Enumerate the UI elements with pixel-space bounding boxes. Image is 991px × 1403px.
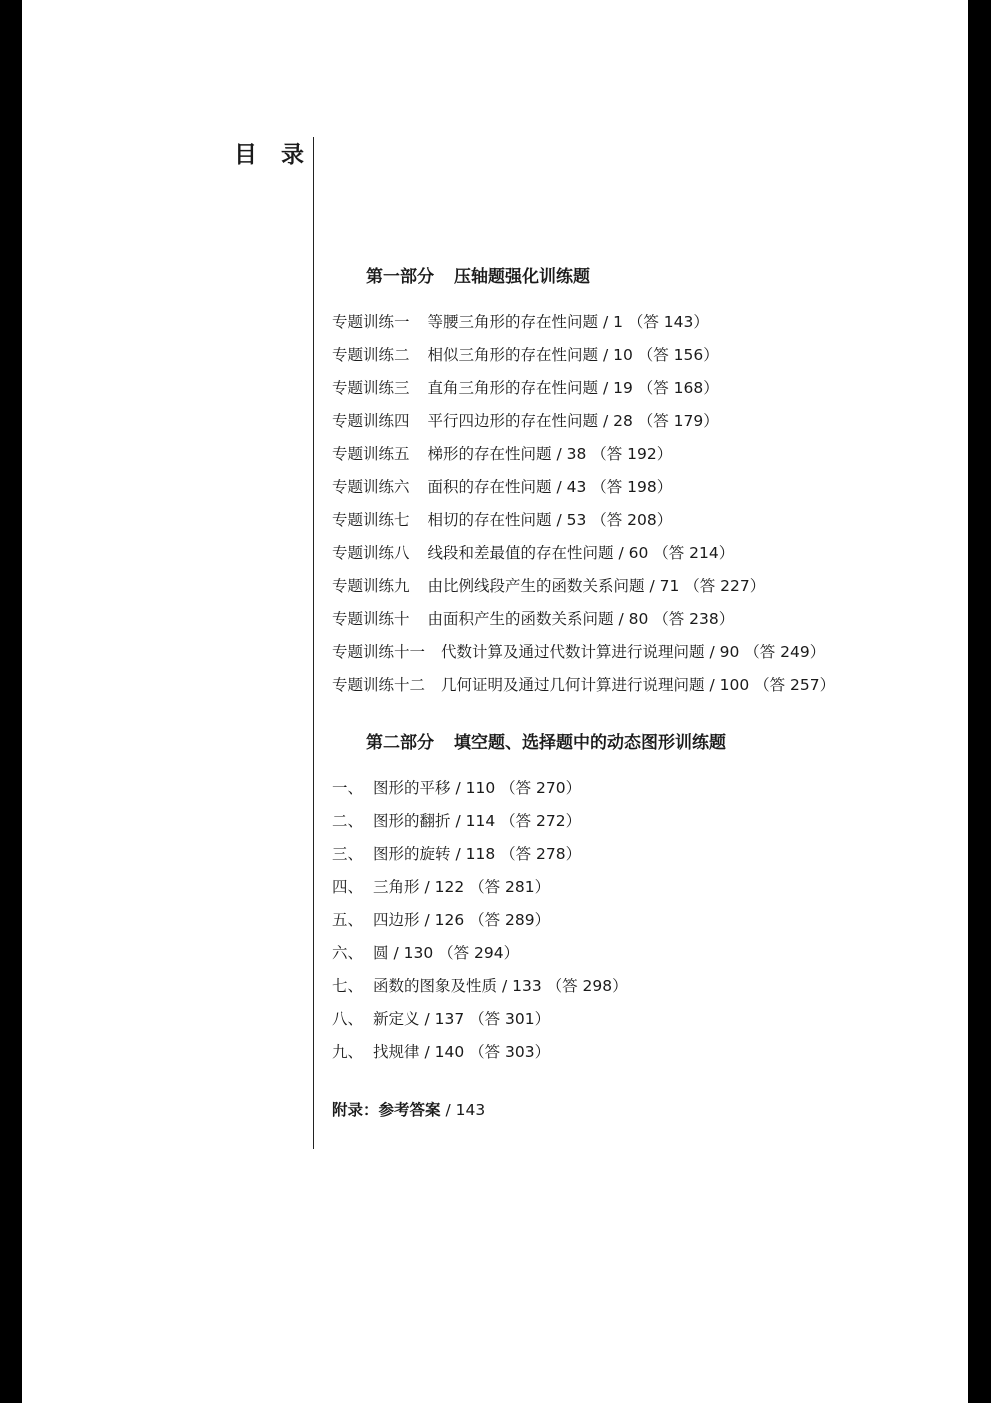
toc-entry[interactable] [332,943,519,963]
toc-entry[interactable] [332,877,550,897]
toc-entry[interactable] [332,642,825,662]
toc-entry-label: 专题训练七 [332,511,410,529]
toc-entry[interactable] [332,576,765,596]
toc-entry-title: 线段和差最值的存在性问题 / 60 （答 214） [427,544,735,562]
toc-entry[interactable] [332,811,581,831]
toc-entry[interactable] [332,1009,550,1029]
scan-border-left [0,0,22,1403]
toc-entry-title: 由比例线段产生的函数关系问题 / 71 （答 227） [427,577,766,595]
toc-entry-title: 梯形的存在性问题 / 38 （答 192） [427,445,673,463]
part-1-name: 压轴题强化训练题 [454,267,590,287]
toc-entry-label: 专题训练八 [332,544,410,562]
toc-entry-label: 专题训练三 [332,379,410,397]
toc-entry-title: 相似三角形的存在性问题 / 10 （答 156） [427,346,719,364]
toc-entry-label: 专题训练六 [332,478,410,496]
toc-entry-label: 专题训练一 [332,313,410,331]
toc-entry-title: 由面积产生的函数关系问题 / 80 （答 238） [427,610,735,628]
toc-entry[interactable] [332,510,672,530]
toc-entry-label: 二、 [332,812,364,830]
vertical-divider [313,137,314,1149]
toc-entry-label: 七、 [332,977,364,995]
toc-entry[interactable] [332,411,719,431]
toc-entry-label: 四、 [332,878,364,896]
toc-entry[interactable] [332,609,734,629]
part-2-label: 第二部分 [366,733,434,753]
toc-entry-title: 直角三角形的存在性问题 / 19 （答 168） [427,379,719,397]
appendix-label: 附录：参考答案 [332,1101,441,1119]
part-1-label: 第一部分 [366,267,434,287]
toc-entry-title: 图形的翻折 / 114 （答 272） [373,812,582,830]
page-title [234,136,307,169]
toc-entry-label: 五、 [332,911,364,929]
toc-entry-title: 图形的旋转 / 118 （答 278） [373,845,582,863]
toc-entry-title: 三角形 / 122 （答 281） [373,878,551,896]
toc-entry[interactable] [332,844,581,864]
part-2-heading [366,728,726,753]
page-title-char-1: 目 [234,142,257,168]
toc-entry[interactable] [332,312,709,332]
toc-entry-title: 图形的平移 / 110 （答 270） [373,779,582,797]
toc-entry-title: 等腰三角形的存在性问题 / 1 （答 143） [427,313,709,331]
page-title-char-2: 录 [281,142,304,168]
appendix-page: / 143 [440,1101,486,1119]
part-2-name: 填空题、选择题中的动态图形训练题 [454,733,726,753]
toc-entry[interactable] [332,543,734,563]
toc-entry[interactable] [332,1042,550,1062]
toc-entry-title: 代数计算及通过代数计算进行说理问题 / 90 （答 249） [441,643,826,661]
toc-entry[interactable] [332,345,719,365]
toc-entry-label: 六、 [332,944,364,962]
toc-entry-label: 三、 [332,845,364,863]
toc-entry-label: 专题训练十一 [332,643,426,661]
toc-entry-title: 函数的图象及性质 / 133 （答 298） [373,977,628,995]
toc-entry-title: 几何证明及通过几何计算进行说理问题 / 100 （答 257） [441,676,836,694]
toc-entry-title: 找规律 / 140 （答 303） [373,1043,551,1061]
toc-entry[interactable] [332,675,835,695]
toc-entry-title: 面积的存在性问题 / 43 （答 198） [427,478,673,496]
toc-entry[interactable] [332,910,550,930]
toc-entry-label: 专题训练九 [332,577,410,595]
scan-border-right [968,0,991,1403]
toc-entry-label: 专题训练二 [332,346,410,364]
toc-page [22,0,968,1403]
toc-entry-label: 专题训练五 [332,445,410,463]
toc-entry-label: 专题训练四 [332,412,410,430]
toc-entry-label: 一、 [332,779,364,797]
appendix-entry[interactable] [332,1098,485,1120]
toc-entry[interactable] [332,477,672,497]
toc-entry-title: 四边形 / 126 （答 289） [373,911,551,929]
toc-entry-title: 圆 / 130 （答 294） [373,944,520,962]
toc-entry-label: 专题训练十 [332,610,410,628]
toc-entry[interactable] [332,976,628,996]
toc-entry-label: 专题训练十二 [332,676,426,694]
toc-entry-title: 新定义 / 137 （答 301） [373,1010,551,1028]
toc-entry-label: 八、 [332,1010,364,1028]
toc-entry[interactable] [332,778,581,798]
toc-entry[interactable] [332,444,672,464]
toc-entry-title: 平行四边形的存在性问题 / 28 （答 179） [427,412,719,430]
toc-entry-title: 相切的存在性问题 / 53 （答 208） [427,511,673,529]
toc-entry-label: 九、 [332,1043,364,1061]
part-1-heading [366,262,590,287]
toc-entry[interactable] [332,378,719,398]
